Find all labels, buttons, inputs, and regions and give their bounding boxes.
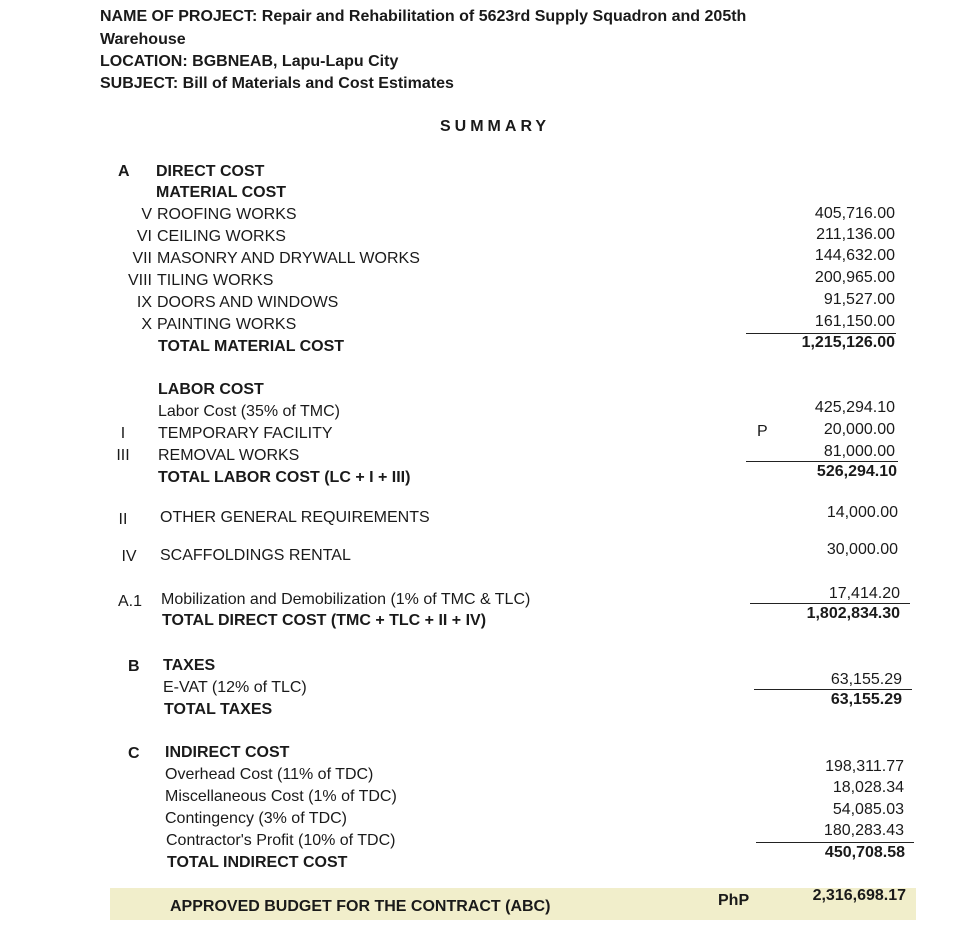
mobilization-label: Mobilization and Demobilization (1% of TMC & TLC)	[161, 591, 531, 608]
labor-item-label: TEMPORARY FACILITY	[158, 425, 333, 442]
material-label: ROOFING WORKS	[157, 206, 297, 223]
total-taxes-label: TOTAL TAXES	[164, 701, 273, 718]
project-location: LOCATION: BGBNEAB, Lapu-Lapu City	[100, 53, 399, 70]
total-labor-label: TOTAL LABOR COST (LC + I + III)	[158, 469, 411, 486]
abc-label: APPROVED BUDGET FOR THE CONTRACT (ABC)	[170, 898, 551, 915]
section-b-letter: B	[128, 658, 140, 675]
material-label: MASONRY AND DRYWALL WORKS	[157, 250, 420, 267]
total-direct-amount: 1,802,834.30	[806, 605, 900, 622]
summary-title: SUMMARY	[440, 118, 551, 135]
scaffolding-roman: IV	[121, 548, 137, 565]
material-roman: VII	[132, 250, 152, 267]
total-labor-amount: 526,294.10	[816, 463, 897, 480]
project-subject: SUBJECT: Bill of Materials and Cost Estimates	[100, 75, 454, 92]
material-amount: 200,965.00	[814, 269, 895, 286]
indirect-heading: INDIRECT COST	[165, 744, 290, 761]
material-roman: IX	[136, 294, 152, 311]
project-name-line1: NAME OF PROJECT: Repair and Rehabilitation of 5623rd Supply Squadron and 205th	[100, 8, 747, 25]
total-indirect-label: TOTAL INDIRECT COST	[167, 854, 348, 871]
other-general-roman: II	[118, 511, 128, 528]
other-general-amount: 14,000.00	[826, 504, 898, 521]
indirect-item-label: Contractor's Profit (10% of TDC)	[166, 832, 396, 849]
indirect-item-amount: 54,085.03	[832, 801, 904, 818]
material-roman: V	[141, 206, 152, 223]
labor-item-roman: I	[120, 425, 126, 442]
labor-currency: P	[757, 423, 768, 440]
material-cost-heading: MATERIAL COST	[156, 184, 287, 201]
evat-label: E-VAT (12% of TLC)	[163, 679, 307, 696]
total-indirect-amount: 450,708.58	[824, 844, 905, 861]
total-direct-label: TOTAL DIRECT COST (TMC + TLC + II + IV)	[162, 612, 487, 629]
indirect-item-amount: 180,283.43	[823, 822, 904, 839]
section-c-letter: C	[128, 745, 140, 762]
total-taxes-amount: 63,155.29	[830, 691, 902, 708]
labor-item-label: REMOVAL WORKS	[158, 447, 300, 464]
section-a-letter: A	[118, 163, 130, 180]
material-amount: 405,716.00	[814, 205, 895, 222]
total-material-amount: 1,215,126.00	[801, 334, 895, 351]
labor-item-roman: III	[116, 447, 130, 464]
indirect-item-amount: 198,311.77	[825, 758, 904, 775]
abc-currency: PhP	[718, 892, 750, 909]
material-amount: 91,527.00	[823, 291, 895, 308]
labor-item-amount: 425,294.10	[814, 399, 895, 416]
material-roman: VI	[136, 228, 152, 245]
material-label: PAINTING WORKS	[157, 316, 297, 333]
labor-item-label: Labor Cost (35% of TMC)	[158, 403, 340, 420]
other-general-label: OTHER GENERAL REQUIREMENTS	[160, 509, 430, 526]
evat-amount: 63,155.29	[830, 671, 902, 688]
indirect-item-label: Contingency (3% of TDC)	[165, 810, 347, 827]
material-amount: 161,150.00	[814, 313, 895, 330]
material-amount: 144,632.00	[814, 247, 895, 264]
material-label: CEILING WORKS	[157, 228, 286, 245]
indirect-item-label: Overhead Cost (11% of TDC)	[165, 766, 374, 783]
scaffolding-amount: 30,000.00	[826, 541, 898, 558]
mobilization-code: A.1	[118, 593, 143, 610]
material-roman: VIII	[127, 272, 152, 289]
material-label: TILING WORKS	[157, 272, 274, 289]
material-roman: X	[141, 316, 152, 333]
labor-item-amount: 81,000.00	[823, 443, 895, 460]
mobilization-amount: 17,414.20	[828, 585, 900, 602]
labor-item-amount: 20,000.00	[823, 421, 895, 438]
material-amount: 211,136.00	[816, 226, 895, 243]
taxes-heading: TAXES	[163, 657, 216, 674]
abc-amount: 2,316,698.17	[812, 887, 906, 904]
direct-cost-heading: DIRECT COST	[156, 163, 265, 180]
indirect-item-amount: 18,028.34	[832, 779, 904, 796]
total-material-label: TOTAL MATERIAL COST	[158, 338, 345, 355]
project-name-line2: Warehouse	[100, 31, 186, 48]
labor-cost-heading: LABOR COST	[158, 381, 264, 398]
material-label: DOORS AND WINDOWS	[157, 294, 339, 311]
scaffolding-label: SCAFFOLDINGS RENTAL	[160, 547, 351, 564]
indirect-item-label: Miscellaneous Cost (1% of TDC)	[165, 788, 397, 805]
